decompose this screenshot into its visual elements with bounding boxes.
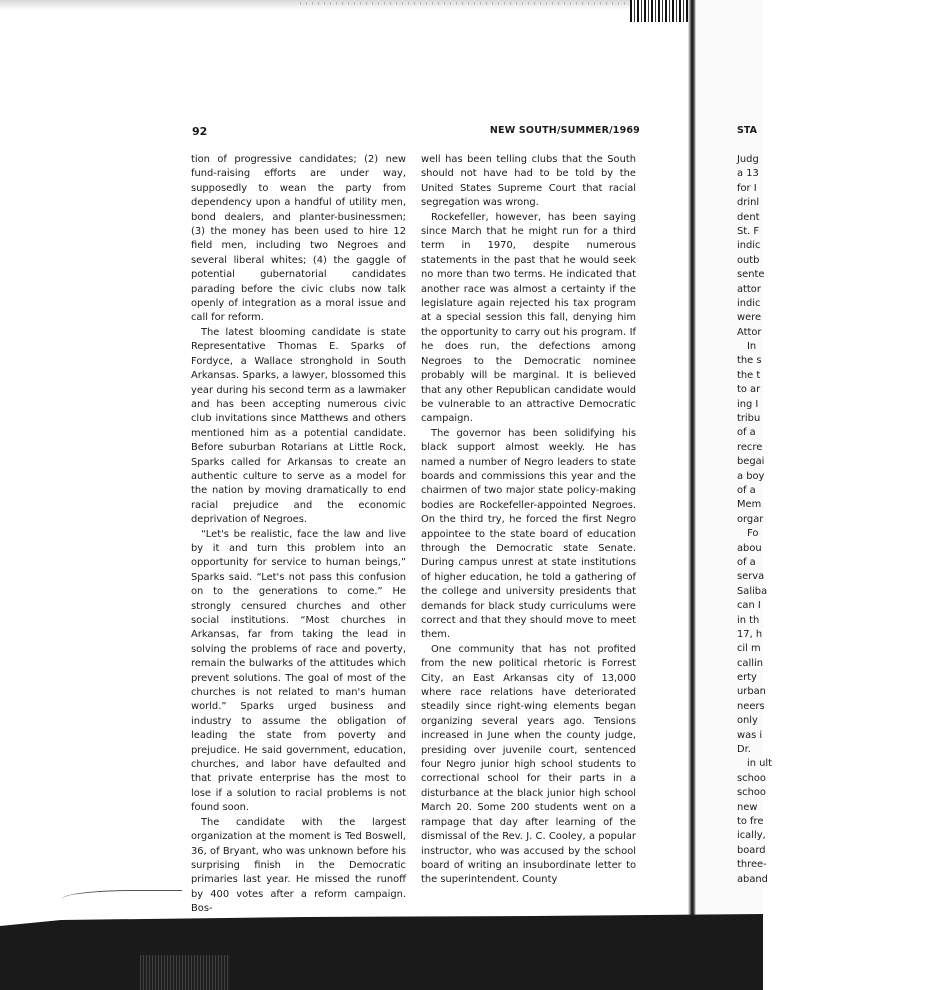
- facing-line-fragment: ically,: [737, 830, 766, 842]
- facing-line-fragment: to ar: [737, 384, 761, 396]
- facing-line-fragment: the s: [737, 355, 762, 367]
- facing-line-fragment: three-: [737, 859, 767, 871]
- facing-line-fragment: Dr.: [737, 744, 751, 756]
- facing-page-column: [737, 153, 937, 887]
- facing-line-fragment: schoo: [737, 772, 766, 784]
- facing-line-fragment: abou: [737, 542, 762, 554]
- running-head: NEW SOUTH/SUMMER/1969: [489, 125, 640, 136]
- facing-running-head: STA: [737, 125, 757, 136]
- facing-line-fragment: attor: [737, 283, 761, 295]
- facing-line-fragment: was i: [737, 729, 763, 741]
- facing-line-fragment: outb: [737, 254, 760, 266]
- facing-page: [696, 0, 773, 990]
- page-curl-edge: [62, 890, 182, 905]
- facing-line-fragment: aband: [737, 873, 768, 885]
- facing-line-fragment: orgar: [737, 513, 764, 525]
- facing-line-fragment: ing I: [737, 398, 759, 410]
- paragraph: well has been telling clubs that the South should not have had to be told by the United States Supreme Court that racial segregation was wrong.: [421, 154, 636, 209]
- facing-line-fragment: a 13: [737, 168, 759, 180]
- facing-line-fragment: In: [747, 341, 757, 353]
- book-gutter-shadow: [688, 0, 696, 990]
- facing-line-fragment: of a: [737, 427, 756, 439]
- facing-line-fragment: begai: [737, 456, 765, 468]
- right-text-column: [421, 153, 636, 888]
- facing-line-fragment: cil m: [737, 643, 761, 655]
- facing-line-fragment: of a: [737, 484, 756, 496]
- facing-line-fragment: Judg: [737, 154, 759, 165]
- left-text-column: [191, 153, 406, 917]
- facing-line-fragment: sente: [737, 269, 765, 281]
- facing-line-fragment: the t: [737, 369, 761, 381]
- facing-line-fragment: only: [737, 715, 758, 727]
- facing-line-fragment: indic: [737, 297, 761, 309]
- facing-line-fragment: drinl: [737, 197, 760, 209]
- facing-line-fragment: in ult: [747, 758, 773, 770]
- facing-line-fragment: dent: [737, 211, 760, 223]
- facing-line-fragment: new: [737, 801, 758, 813]
- facing-line-fragment: recre: [737, 441, 763, 453]
- facing-line-fragment: neers: [737, 700, 765, 712]
- facing-line-fragment: Mem: [737, 499, 762, 511]
- facing-line-fragment: serva: [737, 571, 765, 583]
- paragraph: “Let's be realistic, face the law and live by it and turn this problem into an opportunity for service to human beings,” Sparks said. “Let's not pass this confusion on to the generations to come.” He strongly censured churches and other social institutions. “Most churches in Arkansas, far from taking the lead in solving the problems of race and poverty, remain the bulwarks of the attitudes which prevent solutions. The goal of most of the churches is not related to man's human world.” Sparks urged business and industry to assume the obligation of leading the state from poverty and prejudice. He said government, education, churches, and labor have defaulted and that private enterprise has the most to lose if a solution to racial problems is not found soon.: [191, 528, 406, 814]
- paragraph: The candidate with the largest organization at the moment is Ted Boswell, 36, of Bryant, who was unknown before his surprising finish in the Democratic primaries last year. He missed the runoff by 400 votes after a reform campaign. Bos-: [191, 816, 406, 915]
- facing-line-fragment: Attor: [737, 326, 762, 338]
- facing-line-fragment: urban: [737, 686, 766, 698]
- facing-line-fragment: board: [737, 844, 766, 856]
- scan-dotted-artifact: [300, 2, 630, 5]
- facing-line-fragment: callin: [737, 657, 763, 669]
- facing-line-fragment: can I: [737, 600, 761, 612]
- facing-line-fragment: 17, h: [737, 628, 763, 640]
- facing-line-fragment: St. F: [737, 225, 760, 237]
- facing-line-fragment: for I: [737, 182, 757, 194]
- paragraph: One community that has not profited from the new political rhetoric is Forrest City, an East Arkansas city of 13,000 where race relations have deteriorated steadily since right-wing elements began organizing several years ago. Tensions increased in June when the county judge, presiding over juvenile court, sentenced four Negro junior high school students to correctional school for their parts in a disturbance at the black junior high school March 20. Some 200 students went on a rampage that day after learning of the dismissal of the Rev. J. C. Cooley, a popular instructor, who was accused by the school board of writing an insubordinate letter to the superintendent. County: [421, 643, 636, 886]
- paragraph: The governor has been solidifying his black support almost weekly. He has named a number of Negro leaders to state boards and commissions this year and the chairmen of two major state policy-making bodies are Rockefeller-appointed Negroes. On the third try, he forced the first Negro appointee to the state board of education through the Democratic state Senate. During campus unrest at state institutions of higher education, he told a gathering of the college and university presidents that demands for black study curriculums were correct and that they should move to meet them.: [421, 427, 636, 641]
- paragraph: tion of progressive candidates; (2) new fund-raising efforts are under way, supposedly to wean the party from dependency upon a handful of utility men, bond dealers, and planter-businessmen; (3) the money has been used to hire 12 field men, including two Negroes and several liberal whites; (4) the gaggle of potential gubernatorial candidates parading before the civic clubs now talk openly of integration as a moral issue and call for reform.: [191, 154, 406, 324]
- facing-line-fragment: schoo: [737, 787, 766, 799]
- facing-line-fragment: Saliba: [737, 585, 768, 597]
- facing-line-fragment: of a: [737, 556, 756, 568]
- paragraph: The latest blooming candidate is state Representative Thomas E. Sparks of Fordyce, a Wallace stronghold in South Arkansas. Sparks, a lawyer, blossomed this year during his second term as a lawmaker and has been accepting numerous civic club invitations since Matthews and others mentioned him as a potential candidate. Before suburban Rotarians at Little Rock, Sparks called for Arkansas to create an authentic culture to serve as a model for the nation by moving dramatically to end racial prejudice and the economic deprivation of Negroes.: [191, 326, 406, 526]
- facing-line-fragment: to fre: [737, 815, 764, 827]
- scan-noise-artifact: [140, 955, 230, 990]
- facing-line-fragment: tribu: [737, 413, 761, 425]
- facing-line-fragment: indic: [737, 240, 761, 252]
- facing-line-fragment: a boy: [737, 470, 765, 482]
- facing-line-fragment: in th: [737, 614, 760, 626]
- facing-line-fragment: were: [737, 312, 762, 324]
- page-number: 92: [192, 125, 208, 138]
- facing-line-fragment: Fo: [747, 528, 759, 540]
- paragraph: Rockefeller, however, has been saying since March that he might run for a third term in 1970, despite numerous statements in the past that he would seek no more than two terms. He indicated that another race was almost a certainty if the legislature again rejected his tax program at a special session this fall, denying him the opportunity to carry out his program. If he does run, the defections among Negroes to the Democratic nominee probably will be marginal. It is believed that any other Republican candidate would be vulnerable to an attractive Democratic campaign.: [421, 211, 636, 425]
- facing-line-fragment: erty: [737, 672, 757, 684]
